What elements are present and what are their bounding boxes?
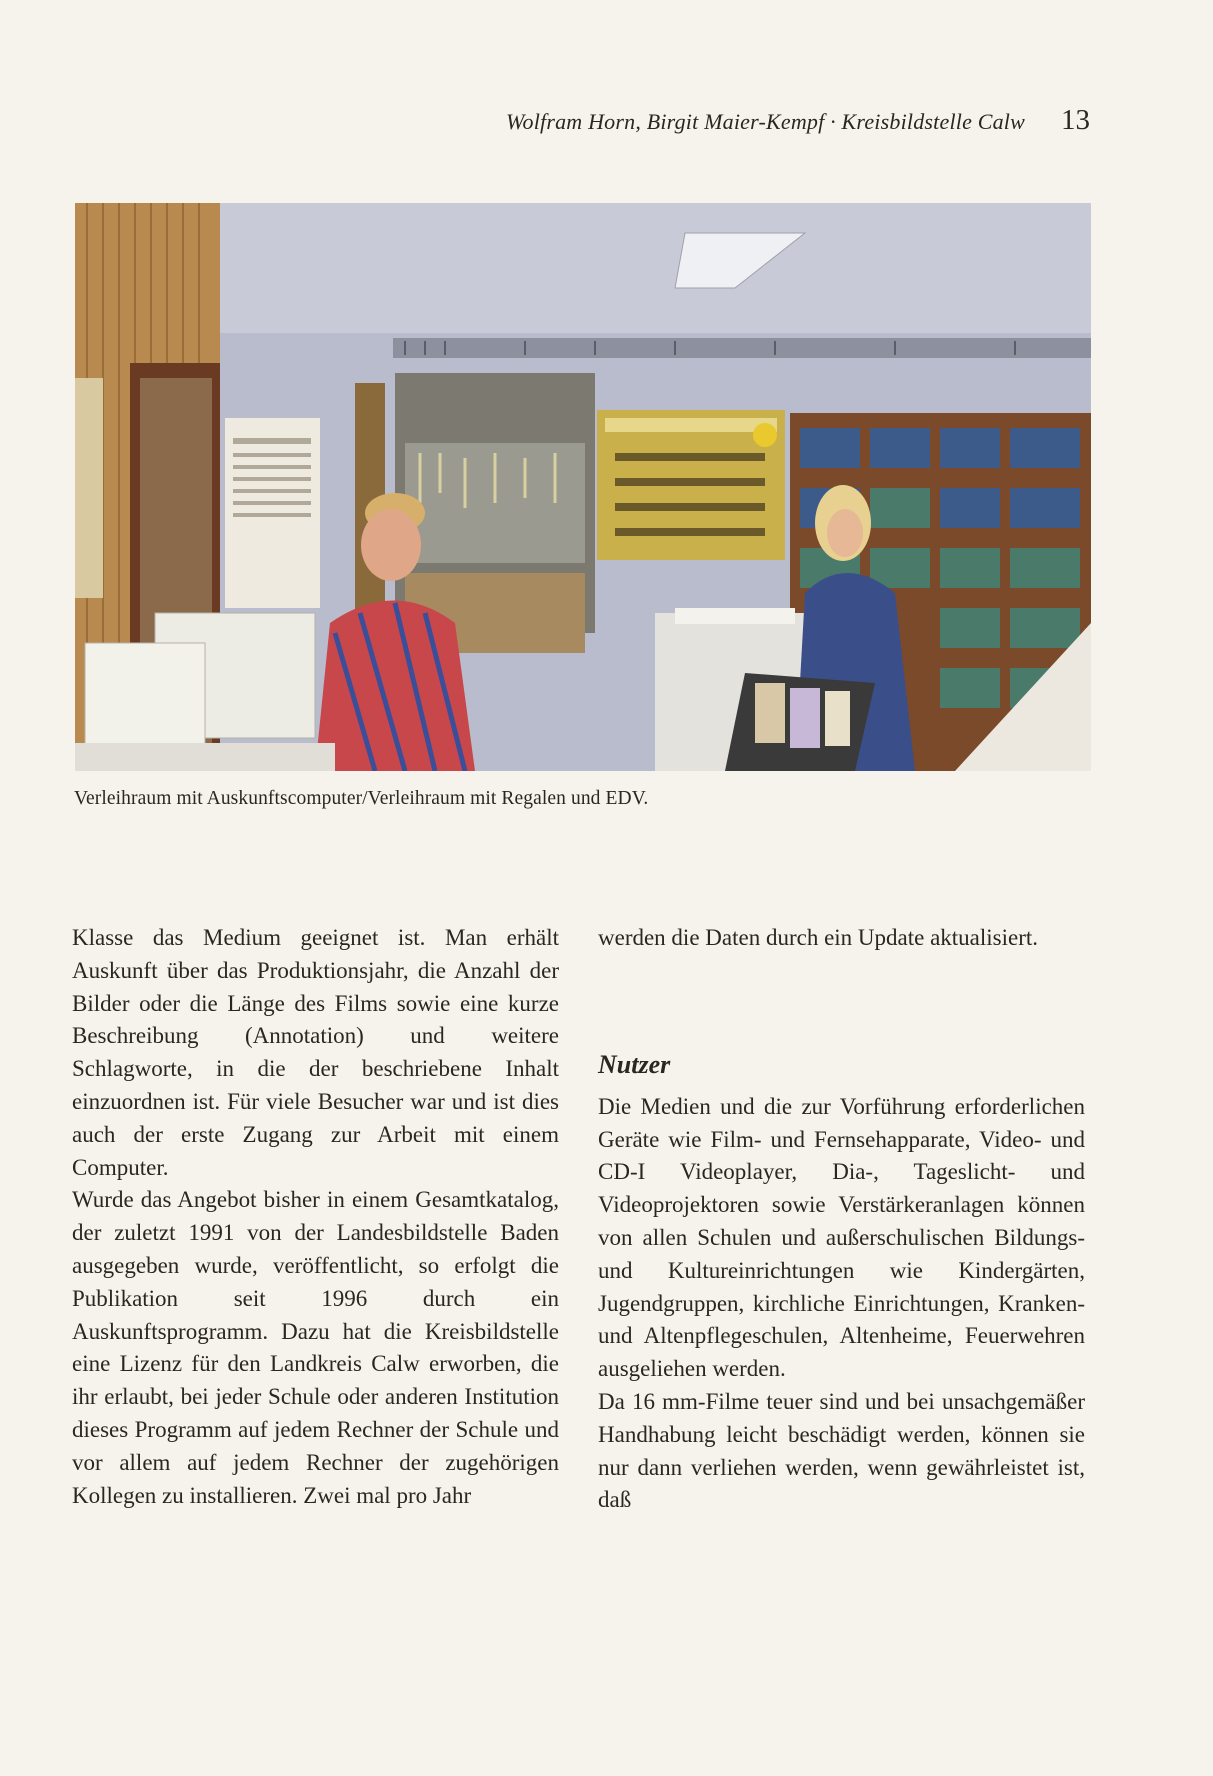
paragraph: Klasse das Medium geeignet ist. Man erhält Auskunft über das Produktionsjahr, die Anzahl der Bilder oder die Länge des Films sowie eine kurze Beschreibung (Annotation) und weitere Schlagworte, in die der beschriebene Inhalt einzuordnen ist. Für viele Besucher war und ist dies auch der erste Zugang zur Arbeit mit einem Computer. [72,925,559,1180]
paragraph: Die Medien und die zur Vorführung erforderlichen Geräte wie Film- und Fernsehapparate, Video- und CD-I Videoplayer, Dia-, Tageslicht- und Videoprojektoren sowie Verstärkeranlagen können von allen Schulen und außerschulischen Bildungs- und Kultureinrichtungen wie Kindergärten, Jugendgruppen, kirchliche Einrichtungen, Kranken- und Altenpflegeschulen, Altenheime, Feuerwehren ausgeliehen werden. [598,1093,1085,1382]
photo-caption: Verleihraum mit Auskunftscomputer/Verleihraum mit Regalen und EDV. [74,788,649,809]
text-column-right [598,922,1085,1517]
paragraph: Wurde das Angebot bisher in einem Gesamtkatalog, der zuletzt 1991 von der Landesbildstelle Baden ausgegeben wurde, veröffentlicht, so erfolgt die Publikation seit 1996 durch ein Auskunftsprogramm. Dazu hat die Kreisbildstelle eine Lizenz für den Landkreis Calw erworben, die ihr erlaubt, bei jeder Schule oder anderen Institution dieses Programm auf jedem Rechner der Schule und vor allem auf jedem Rechner der zugehörigen Kollegen zu installieren. Zwei mal pro Jahr [72,1187,559,1508]
running-header-authors: Wolfram Horn, Birgit Maier-Kempf · Kreisbildstelle Calw [505,109,1025,134]
text-column-left [72,922,559,1512]
section-heading: Nutzer [598,1049,671,1079]
paragraph: werden die Daten durch ein Update aktualisiert. [598,925,1039,950]
photo-lending-room [75,203,1091,771]
paragraph: Da 16 mm-Filme teuer sind und bei unsachgemäßer Handhabung leicht beschädigt werden, können sie nur dann verliehen werden, wenn gewährleistet ist, daß [598,1388,1085,1513]
page-number: 13 [1061,104,1090,136]
running-header [380,104,1090,137]
